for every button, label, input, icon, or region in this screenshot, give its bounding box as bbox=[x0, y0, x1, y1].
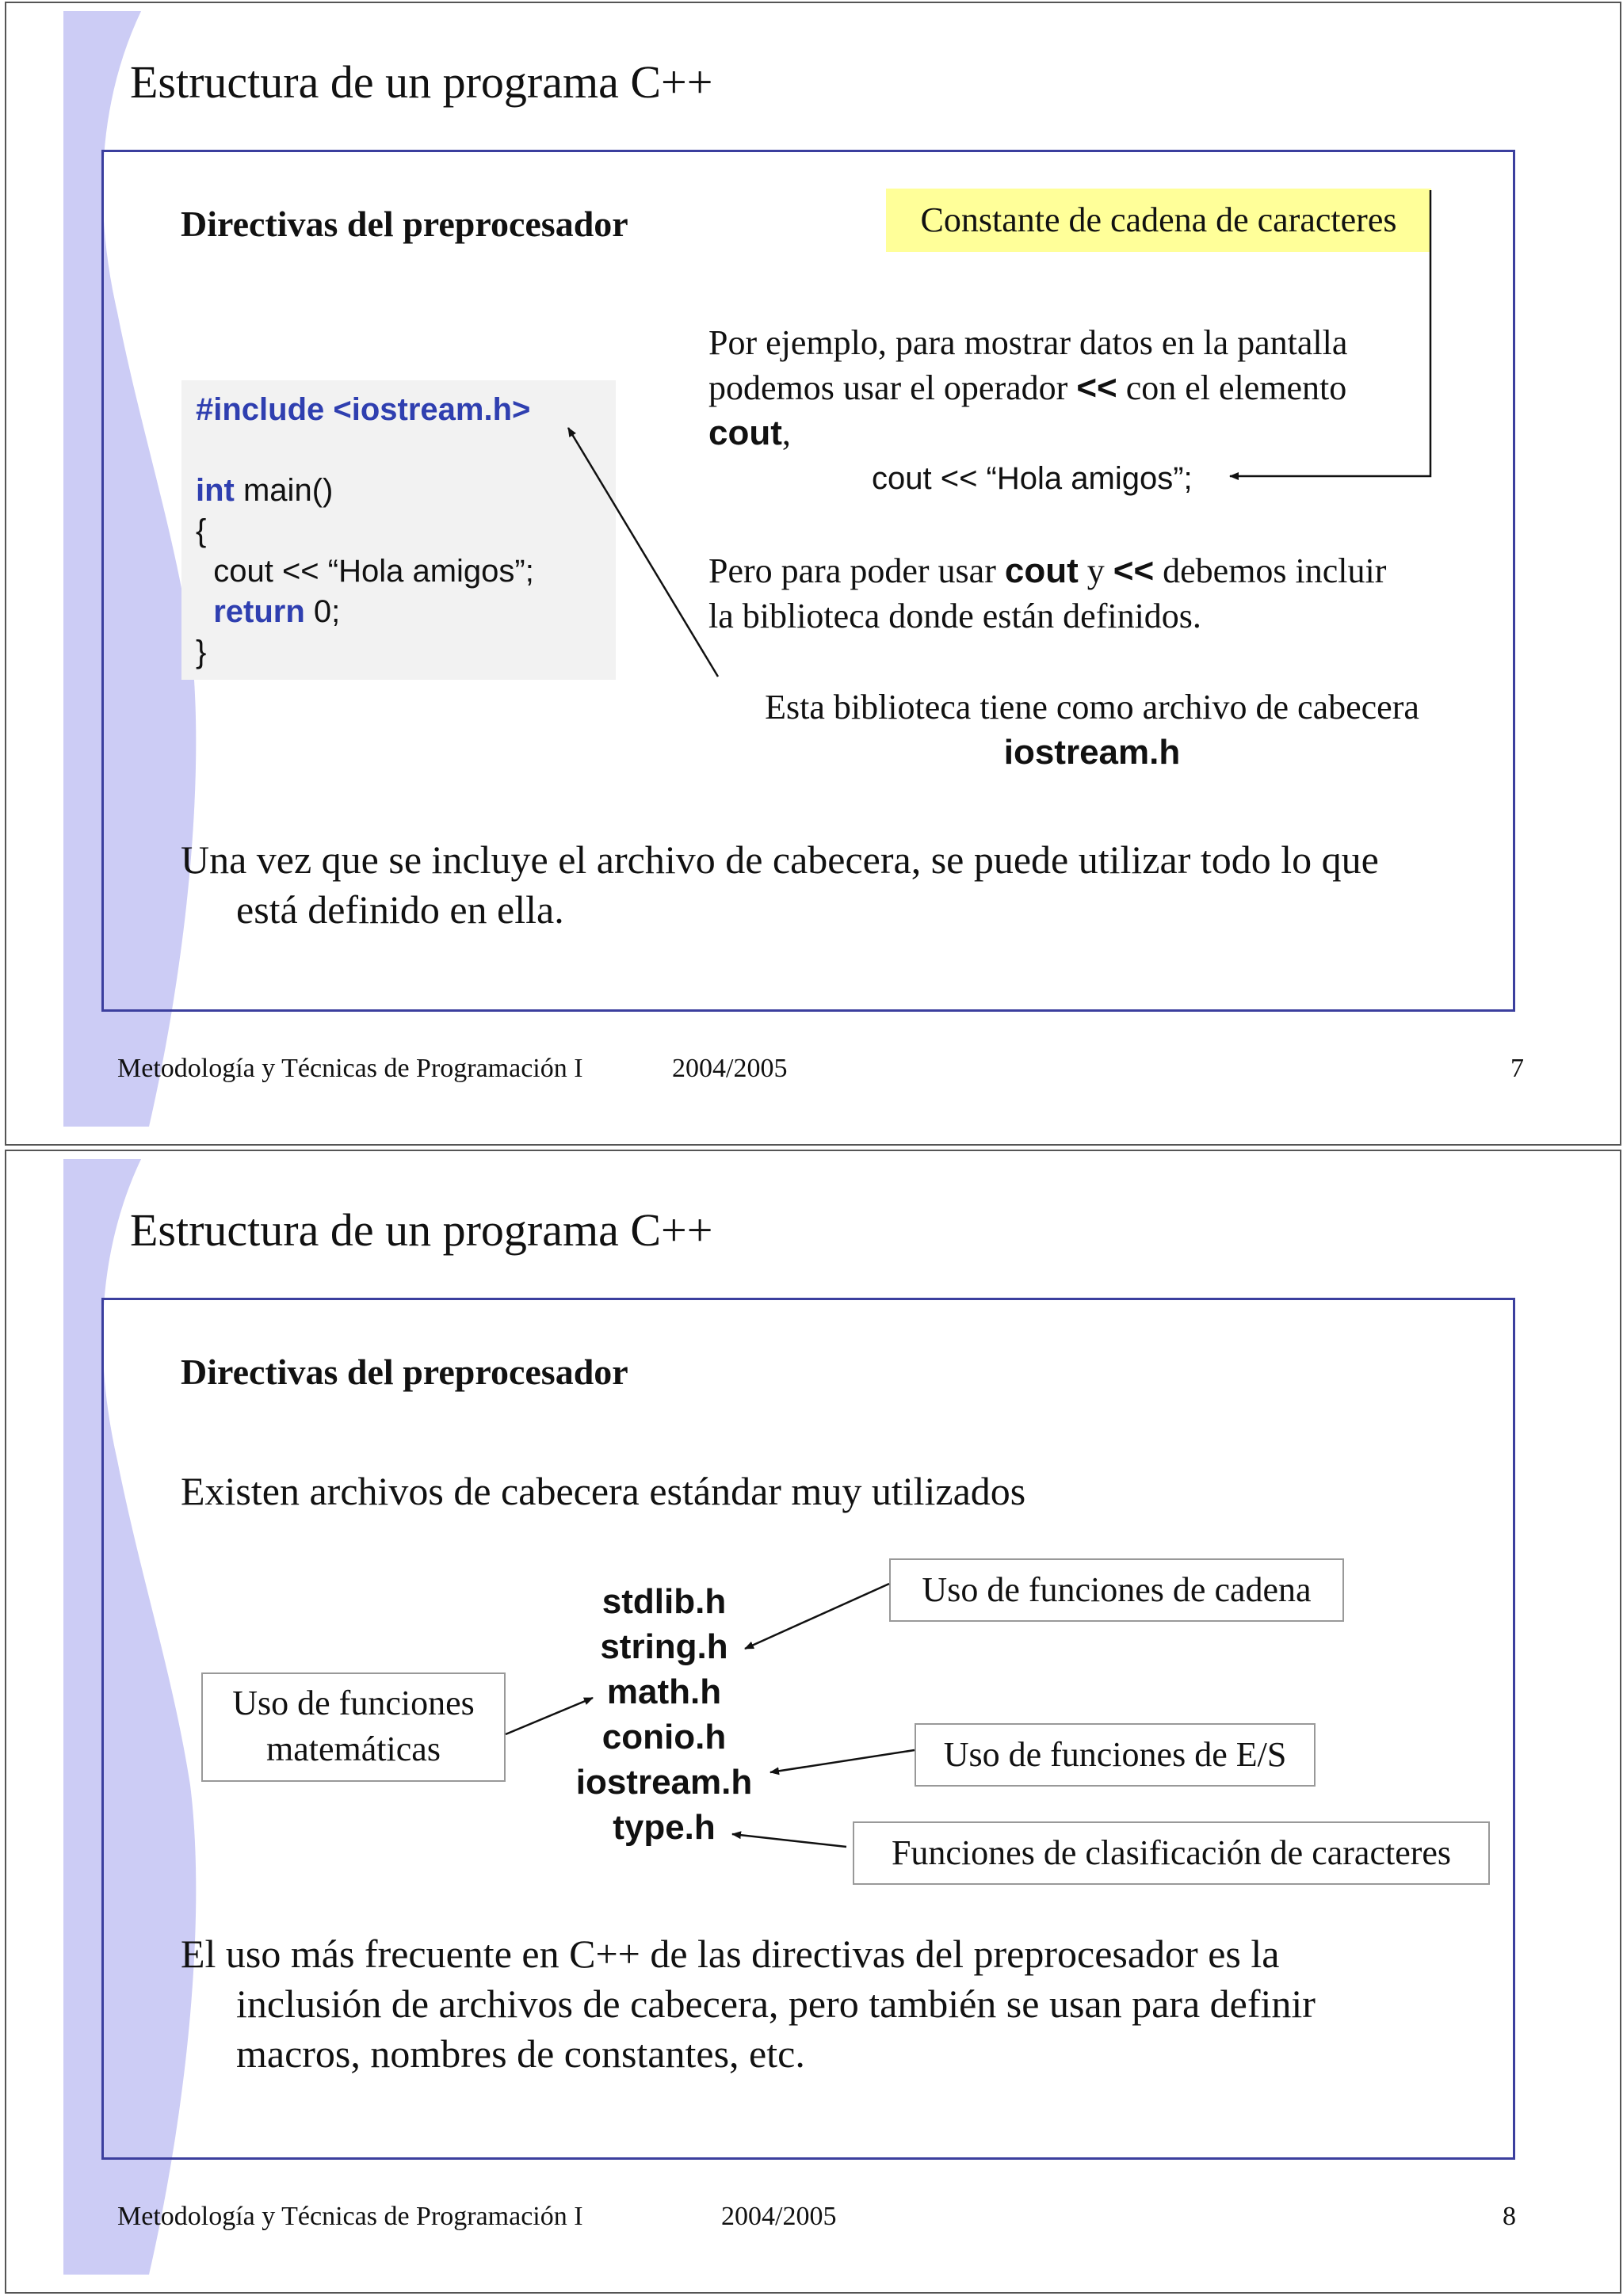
slide-7 bbox=[5, 2, 1621, 1146]
footer-page-number: 7 bbox=[1510, 1054, 1524, 1083]
footer-year: 2004/2005 bbox=[721, 2202, 837, 2231]
footer-course: Metodología y Técnicas de Programación I bbox=[117, 1054, 583, 1083]
closing-line-3: macros, nombres de constantes, etc. bbox=[236, 2031, 805, 2076]
cout-example: cout << “Hola amigos”; bbox=[872, 461, 1193, 496]
explanation-line-1: Por ejemplo, para mostrar datos en la pantalla bbox=[708, 323, 1348, 362]
file-conio: conio.h bbox=[601, 1718, 727, 1756]
library-filename: iostream.h bbox=[1003, 733, 1181, 772]
arrow-to-include bbox=[568, 428, 718, 677]
math-box-line-2: matemáticas bbox=[266, 1730, 441, 1768]
slide-title: Estructura de un programa C++ bbox=[130, 1204, 713, 1256]
cout-keyword: cout bbox=[1004, 551, 1079, 590]
arrows-layer bbox=[6, 3, 1620, 1144]
footer-year: 2004/2005 bbox=[672, 1054, 788, 1083]
io-functions-box: Uso de funciones de E/S bbox=[915, 1723, 1316, 1787]
code-keyword-int: int bbox=[196, 473, 235, 508]
include-text: debemos incluir bbox=[1154, 551, 1387, 590]
math-box-line-1: Uso de funciones bbox=[232, 1684, 475, 1722]
arrows-layer bbox=[6, 1151, 1620, 2292]
code-include-line: #include <iostream.h> bbox=[196, 392, 531, 427]
slide-8 bbox=[5, 1150, 1621, 2294]
section-heading: Directivas del preprocesador bbox=[181, 1352, 628, 1392]
explanation-text: con el elemento bbox=[1117, 368, 1347, 407]
library-line: Esta biblioteca tiene como archivo de cabecera bbox=[765, 688, 1419, 727]
arrow-to-string-h bbox=[745, 1584, 889, 1649]
closing-line-1: El uso más frecuente en C++ de las directivas del preprocesador es la bbox=[181, 1932, 1280, 1976]
operator-symbol: << bbox=[1076, 368, 1117, 407]
footer-course: Metodología y Técnicas de Programación I bbox=[117, 2202, 583, 2231]
operator-symbol: << bbox=[1113, 551, 1155, 590]
file-stdlib: stdlib.h bbox=[601, 1582, 727, 1621]
file-iostream: iostream.h bbox=[575, 1763, 753, 1802]
slide-title: Estructura de un programa C++ bbox=[130, 56, 713, 108]
file-type: type.h bbox=[613, 1808, 716, 1847]
string-constant-label: Constante de cadena de caracteres bbox=[886, 189, 1431, 252]
code-keyword-return: return bbox=[213, 594, 305, 629]
section-heading: Directivas del preprocesador bbox=[181, 204, 628, 244]
string-functions-box: Uso de funciones de cadena bbox=[889, 1558, 1344, 1622]
code-main-text: main() bbox=[234, 473, 334, 508]
arrow-to-cout-example bbox=[1230, 190, 1430, 476]
cout-keyword: cout bbox=[708, 414, 782, 452]
explanation-text: , bbox=[781, 414, 791, 452]
arrow-to-math-h bbox=[506, 1698, 593, 1734]
explanation-text: podemos usar el operador bbox=[708, 368, 1077, 407]
code-return-text: 0; bbox=[304, 594, 341, 629]
code-open-brace: { bbox=[196, 513, 207, 548]
file-string: string.h bbox=[600, 1627, 728, 1666]
intro-text: Existen archivos de cabecera estándar muy utilizados bbox=[181, 1469, 1026, 1513]
footer-page-number: 8 bbox=[1503, 2202, 1516, 2231]
include-text: y bbox=[1078, 551, 1113, 590]
closing-line-2: inclusión de archivos de cabecera, pero también se usan para definir bbox=[236, 1981, 1316, 2026]
closing-line-2: está definido en ella. bbox=[236, 887, 564, 932]
include-line-2: la biblioteca donde están definidos. bbox=[708, 597, 1201, 635]
code-cout-line: cout << “Hola amigos”; bbox=[196, 554, 534, 589]
include-text: Pero para poder usar bbox=[708, 551, 1005, 590]
char-classification-box: Funciones de clasificación de caracteres bbox=[853, 1821, 1490, 1885]
arrow-to-iostream-h bbox=[770, 1750, 915, 1772]
arrow-to-type-h bbox=[732, 1834, 846, 1847]
file-math: math.h bbox=[606, 1672, 722, 1711]
code-close-brace: } bbox=[196, 635, 207, 669]
closing-line-1: Una vez que se incluye el archivo de cabecera, se puede utilizar todo lo que bbox=[181, 837, 1379, 882]
